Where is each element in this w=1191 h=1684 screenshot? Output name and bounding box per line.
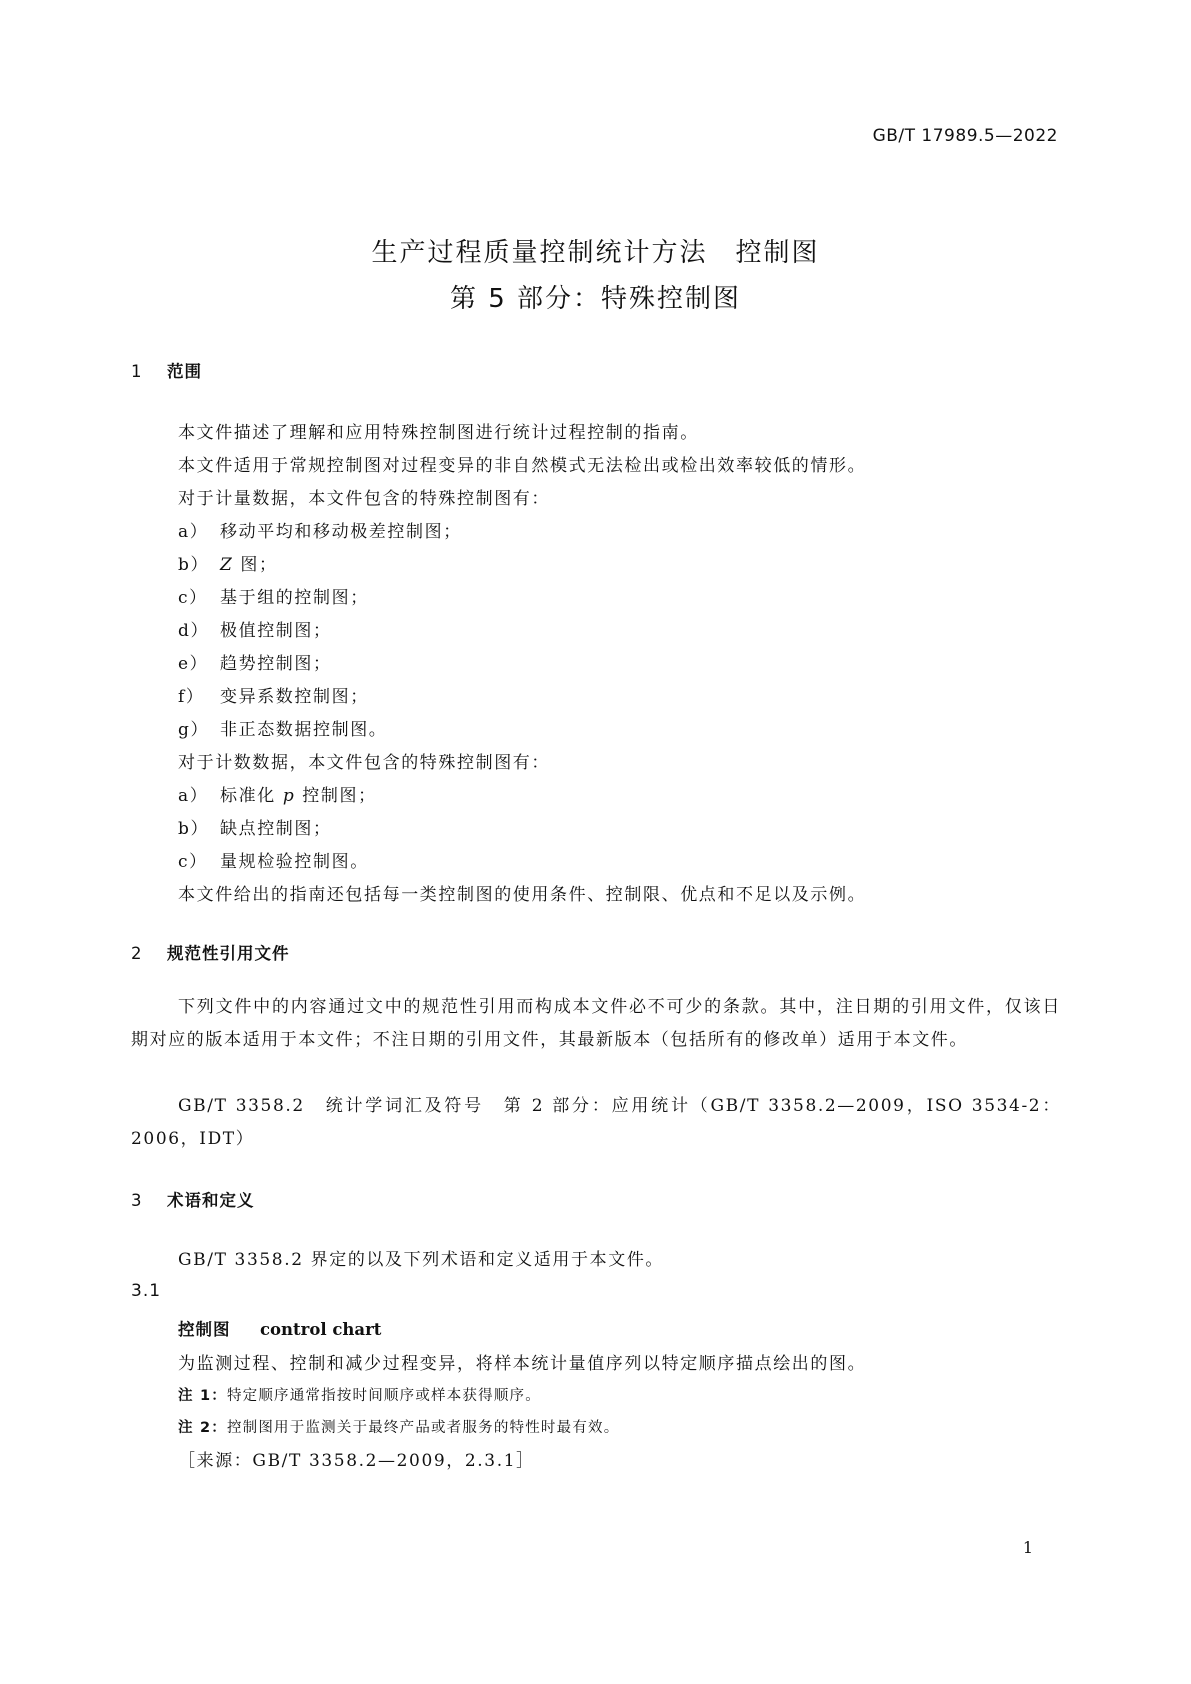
section-title: 术语和定义 [167, 1191, 255, 1210]
list-item: a） 移动平均和移动极差控制图； [178, 522, 462, 542]
list-item: f） 变异系数控制图； [178, 687, 369, 707]
list-item: b） Z 图； [178, 555, 278, 575]
list-item: b） 缺点控制图； [178, 819, 332, 839]
section-2-heading [131, 940, 290, 964]
document-title: 生产过程质量控制统计方法 控制图 [371, 238, 820, 268]
term-source: ［来源：GB/T 3358.2—2009，2.3.1］ [178, 1451, 535, 1471]
list-item: g） 非正态数据控制图。 [178, 720, 388, 740]
term-definition: 为监测过程、控制和减少过程变异，将样本统计量值序列以特定顺序描点绘出的图。 [178, 1354, 867, 1374]
term-chinese: 控制图 [178, 1320, 231, 1339]
term-entry [178, 1316, 381, 1340]
scope-paragraph-1: 本文件描述了理解和应用特殊控制图进行统计过程控制的指南。 [178, 423, 699, 443]
normative-reference-entry: GB/T 3358.2 统计学词汇及符号 第 2 部分：应用统计（GB/T 3358.2—2009，ISO 3534-2：2006，IDT） [131, 1096, 1061, 1149]
section-number: 2 [131, 944, 143, 963]
list-item: c） 基于组的控制图； [178, 588, 369, 608]
scope-closing: 本文件给出的指南还包括每一类控制图的使用条件、控制限、优点和不足以及示例。 [178, 885, 867, 905]
attribute-intro: 对于计数数据，本文件包含的特殊控制图有： [178, 753, 550, 773]
list-item: a） 标准化 p 控制图； [178, 786, 377, 806]
section-title: 范围 [167, 362, 202, 381]
list-item: e） 趋势控制图； [178, 654, 332, 674]
scope-paragraph-2: 本文件适用于常规控制图对过程变异的非自然模式无法检出或检出效率较低的情形。 [178, 456, 867, 476]
terms-paragraph: GB/T 3358.2 界定的以及下列术语和定义适用于本文件。 [178, 1250, 665, 1270]
normative-references-paragraph: 下列文件中的内容通过文中的规范性引用而构成本文件必不可少的条款。其中，注日期的引用文件，仅该日期对应的版本适用于本文件；不注日期的引用文件，其最新版本（包括所有的修改单）适用于本文件。 [131, 997, 1061, 1050]
list-item: c） 量规检验控制图。 [178, 852, 369, 872]
note: 注 2：控制图用于监测关于最终产品或者服务的特性时最有效。 [178, 1420, 620, 1436]
section-1-heading [131, 358, 202, 382]
term-number: 3.1 [131, 1281, 162, 1301]
note: 注 1：特定顺序通常指按时间顺序或样本获得顺序。 [178, 1388, 541, 1404]
term-english: control chart [260, 1320, 382, 1339]
section-3-heading [131, 1187, 255, 1211]
standard-code: GB/T 17989.5—2022 [872, 126, 1058, 146]
page-number: 1 [1022, 1538, 1033, 1557]
scope-paragraph-3: 对于计量数据，本文件包含的特殊控制图有： [178, 489, 550, 509]
section-number: 1 [131, 362, 143, 381]
document-subtitle: 第 5 部分：特殊控制图 [449, 284, 742, 314]
section-number: 3 [131, 1191, 143, 1210]
list-item: d） 极值控制图； [178, 621, 332, 641]
section-title: 规范性引用文件 [167, 944, 290, 963]
